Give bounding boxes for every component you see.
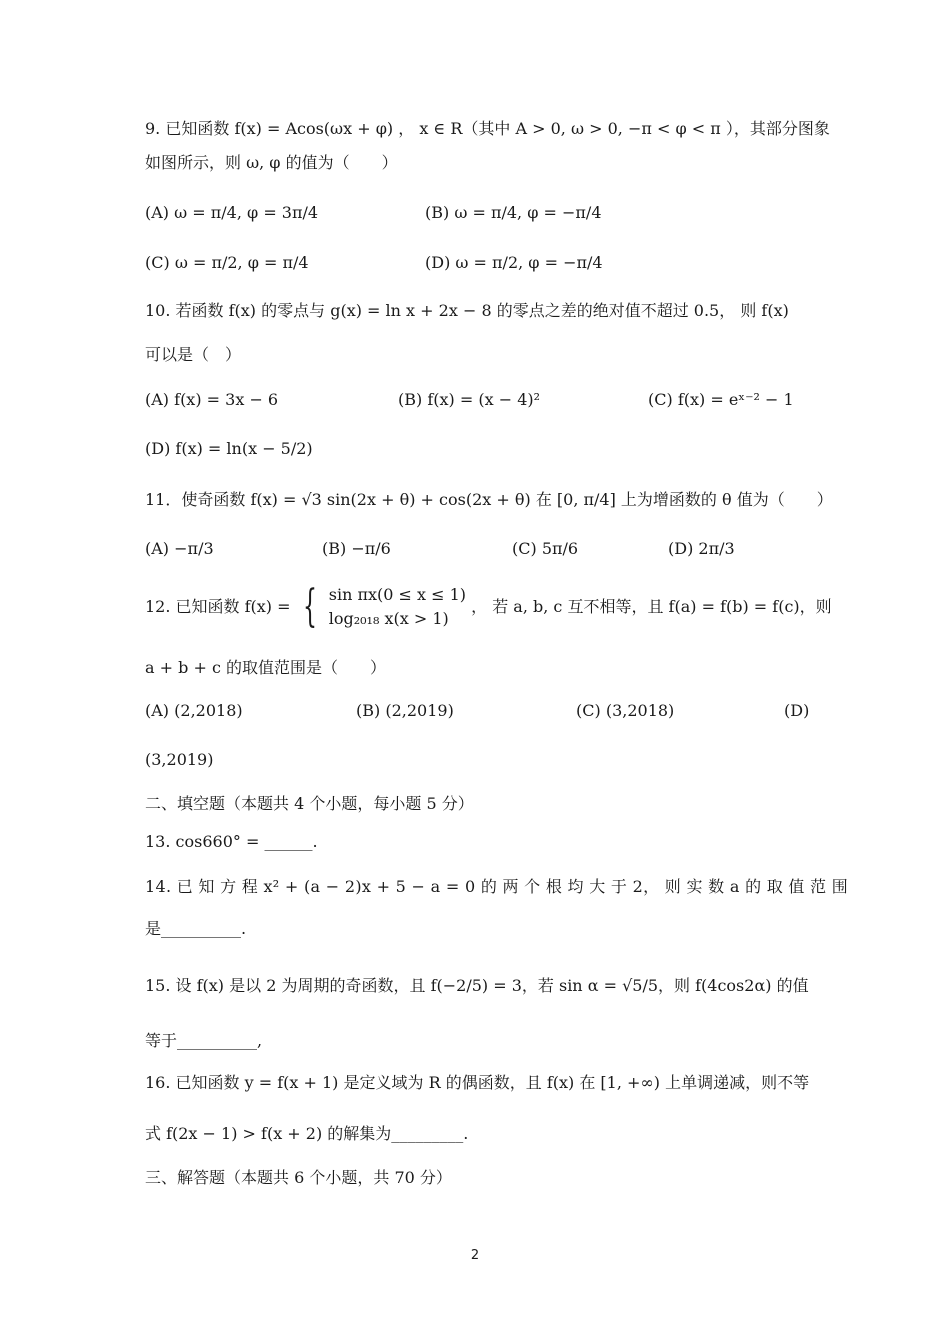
option-text: f(x) = ln(x − 5/2) [175,439,313,458]
q11-option-d [668,537,735,561]
option-label: (B) [356,701,381,720]
q11-option-c [512,537,578,561]
q16-line1: 16. 已知函数 y = f(x + 1) 是定义域为 R 的偶函数，且 f(x) 在 [1, +∞) 上单调递减，则不等 [145,1073,810,1092]
option-text: f(x) = eˣ⁻² − 1 [677,390,794,409]
option-label: (C) [512,539,537,558]
option-text: (3,2018) [605,701,675,720]
option-label: (A) [145,390,170,409]
piecewise-cases [329,583,466,631]
brace-symbol: { [302,581,317,632]
page-number: 2 [470,1248,480,1263]
option-label: (C) [648,390,673,409]
option-text: ω = π/2, φ = π/4 [174,253,309,272]
option-label: (B) [322,539,347,558]
q10-option-d [145,437,313,461]
q9-option-b [425,201,602,225]
option-text: ω = π/2, φ = −π/4 [455,253,603,272]
option-label: (C) [576,701,601,720]
piecewise-case-1: sin πx(0 ≤ x ≤ 1) [328,585,467,604]
q12-stem-pre: 12. 已知函数 f(x) = [145,597,291,616]
option-text: 2π/3 [698,539,735,558]
q10-option-a [145,388,278,412]
option-label: (C) [145,253,170,272]
option-label: (A) [145,539,170,558]
option-label: (A) [145,701,170,720]
option-text: f(x) = 3x − 6 [174,390,279,409]
q10-stem-line2: 可以是（ ） [145,345,242,364]
option-label: (B) [398,390,423,409]
q11-stem: 11．使奇函数 f(x) = √3 sin(2x + θ) + cos(2x + θ) 在 [0, π/4] 上为增函数的 θ 值为（ ） [145,490,833,509]
piecewise-case-2: log₂₀₁₈ x(x > 1) [328,609,449,628]
option-text: −π/6 [351,539,391,558]
q14-line1: 14. 已 知 方 程 x² + (a − 2)x + 5 − a = 0 的 两 个 根 均 大 于 2， 则 实 数 a 的 取 值 范 围 [145,877,849,896]
q11-option-a [145,537,214,561]
q12-stem-post: ， 若 a, b, c 互不相等，且 f(a) = f(b) = f(c)，则 [471,597,832,616]
option-text: ω = π/4, φ = 3π/4 [174,203,319,222]
option-text: ω = π/4, φ = −π/4 [454,203,602,222]
option-label: (B) [425,203,450,222]
q14-line2: 是__________. [145,919,247,938]
q9-option-c [145,251,309,275]
q12-option-d-text: (3,2019) [145,750,214,769]
option-text: (2,2019) [385,701,454,720]
q15-line2: 等于__________, [145,1031,263,1050]
q16-line2: 式 f(2x − 1) > f(x + 2) 的解集为_________. [145,1124,469,1143]
option-text: f(x) = (x − 4)² [427,390,541,409]
q12-stem-line1 [145,583,832,631]
q15-line1: 15. 设 f(x) 是以 2 为周期的奇函数，且 f(−2/5) = 3，若 sin α = √5/5，则 f(4cos2α) 的值 [145,976,809,995]
q10-option-b [398,388,540,412]
q10-stem-line1: 10. 若函数 f(x) 的零点与 g(x) = ln x + 2x − 8 的零点之差的绝对值不超过 0.5， 则 f(x) [145,301,789,320]
section-2-heading: 二、填空题（本题共 4 个小题，每小题 5 分） [145,794,474,813]
q12-option-c [576,699,674,723]
option-label: (D) [145,439,171,458]
q9-stem-line1: 9. 已知函数 f(x) = Acos(ωx + φ) ， x ∈ R（其中 A > 0, ω > 0, −π < φ < π ），其部分图象 [145,119,830,138]
q9-option-d [425,251,603,275]
option-text: −π/3 [174,539,214,558]
q12-option-b [356,699,454,723]
option-label: (D) [668,539,694,558]
q12-stem-line2: a + b + c 的取值范围是（ ） [145,658,386,677]
q12-option-a [145,699,243,723]
section-3-heading: 三、解答题（本题共 6 个小题，共 70 分） [145,1168,452,1187]
option-label: (D) [425,253,451,272]
q11-option-b [322,537,391,561]
q13: 13. cos660° = ______. [145,832,318,851]
option-text: 5π/6 [541,539,579,558]
q9-stem-line2: 如图所示，则 ω, φ 的值为（ ） [145,153,398,172]
q12-option-d-label: (D) [784,701,810,720]
q10-option-c [648,388,794,412]
option-text: (2,2018) [174,701,243,720]
q9-option-a [145,201,318,225]
option-label: (A) [145,203,170,222]
